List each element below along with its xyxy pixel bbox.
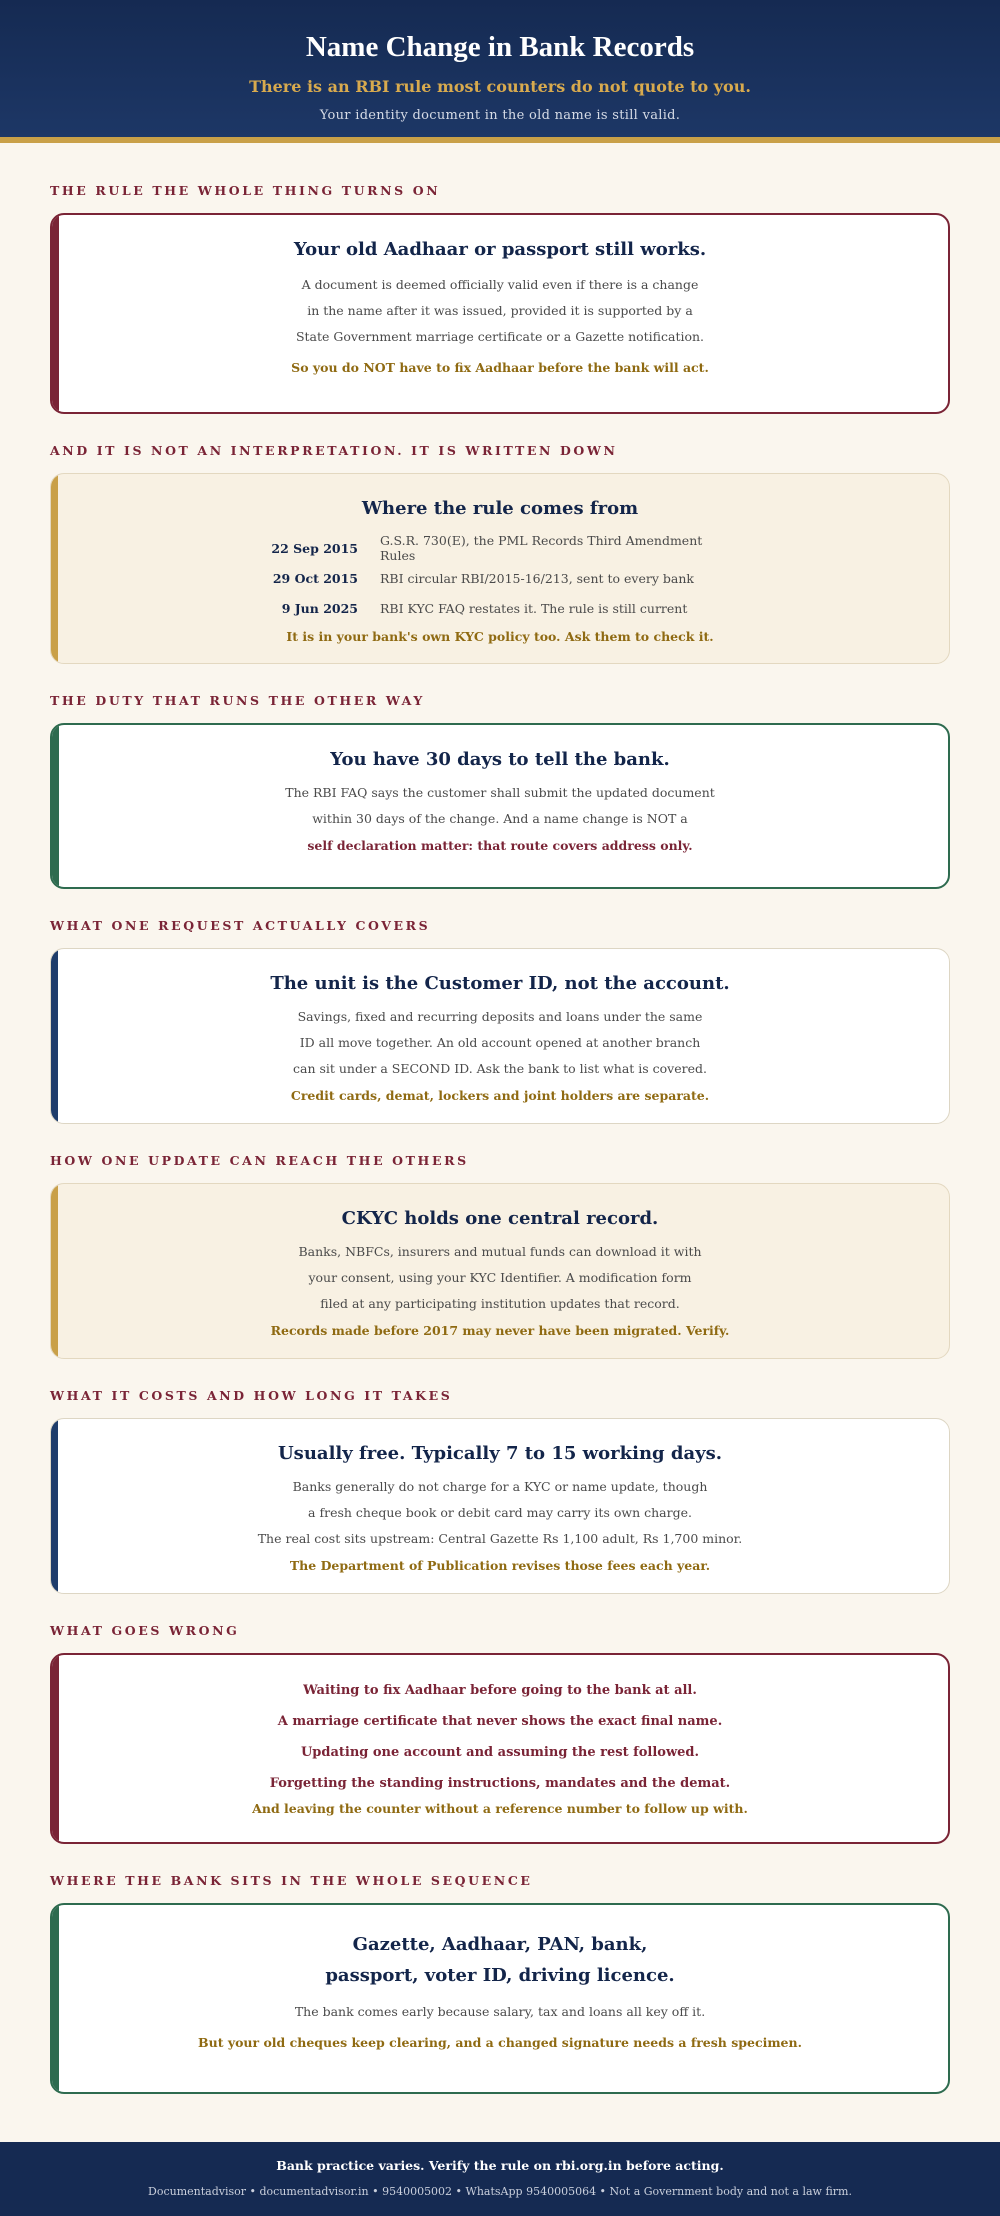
card-accent-bar <box>52 725 59 887</box>
footer-disclaimer: Bank practice varies. Verify the rule on rbi.org.in before acting. <box>276 2158 724 2173</box>
section-label-wrong: WHAT GOES WRONG <box>50 1623 240 1638</box>
card-title: Your old Aadhaar or passport still works. <box>293 239 707 260</box>
card-title: Usually free. Typically 7 to 15 working days. <box>277 1443 722 1464</box>
timeline-row <box>51 563 949 593</box>
card-body-line: Banks, NBFCs, insurers and mutual funds can download it with <box>298 1244 702 1259</box>
section-label-rule: THE RULE THE WHOLE THING TURNS ON <box>50 183 441 198</box>
mistake-item: Waiting to fix Aadhaar before going to the bank at all. <box>303 1683 697 1698</box>
section-label-source: AND IT IS NOT AN INTERPRETATION. IT IS WRITTEN DOWN <box>50 443 618 458</box>
card-body-line: The RBI FAQ says the customer shall submit the updated document <box>285 785 715 800</box>
card-body-line: The real cost sits upstream: Central Gazette Rs 1,100 adult, Rs 1,700 minor. <box>257 1531 743 1546</box>
page-note: Your identity document in the old name is still valid. <box>319 108 681 123</box>
card-accent-bar <box>51 1419 58 1593</box>
timeline-text: RBI KYC FAQ restates it. The rule is still current <box>380 600 688 616</box>
mistake-item: Updating one account and assuming the rest followed. <box>300 1745 700 1760</box>
card-body-line: ID all move together. An old account opened at another branch <box>299 1035 701 1050</box>
timeline-text: G.S.R. 730(E), the PML Records Third Amendment Rules <box>380 533 703 563</box>
card-source <box>50 473 950 664</box>
timeline-row <box>51 533 949 563</box>
card-body-line: filed at any participating institution updates that record. <box>320 1296 680 1311</box>
card-title: The unit is the Customer ID, not the account. <box>270 973 730 994</box>
card-accent-bar <box>52 1655 59 1842</box>
page-subtitle: There is an RBI rule most counters do not quote to you. <box>249 77 751 96</box>
card-rule <box>50 213 950 414</box>
card-title: You have 30 days to tell the bank. <box>330 749 670 770</box>
card-highlight: The Department of Publication revises those fees each year. <box>289 1558 711 1573</box>
footer-contact: Documentadvisor • documentadvisor.in • 9540005002 • WhatsApp 9540005064 • Not a Government body and not a law firm. <box>148 2185 852 2198</box>
card-title-line: Gazette, Aadhaar, PAN, bank, <box>352 1934 648 1955</box>
card-body-line: A document is deemed officially valid even if there is a change <box>301 277 699 292</box>
section-label-ckyc: HOW ONE UPDATE CAN REACH THE OTHERS <box>50 1153 469 1168</box>
section-label-duty: THE DUTY THAT RUNS THE OTHER WAY <box>50 693 425 708</box>
card-wrong <box>50 1653 950 1844</box>
card-ckyc <box>50 1183 950 1359</box>
card-highlight: So you do NOT have to fix Aadhaar before the bank will act. <box>291 360 709 375</box>
card-duty <box>50 723 950 889</box>
timeline-row <box>51 593 949 623</box>
card-accent-bar <box>51 949 58 1123</box>
card-highlight: But your old cheques keep clearing, and a changed signature needs a fresh specimen. <box>198 2035 802 2050</box>
page-footer <box>0 2142 1000 2216</box>
card-covers <box>50 948 950 1124</box>
card-body-line: a fresh cheque book or debit card may carry its own charge. <box>308 1505 692 1520</box>
card-highlight: Credit cards, demat, lockers and joint holders are separate. <box>290 1088 710 1103</box>
page-header <box>0 0 1000 143</box>
section-label-covers: WHAT ONE REQUEST ACTUALLY COVERS <box>50 918 431 933</box>
card-title-line: passport, voter ID, driving licence. <box>325 1965 675 1986</box>
card-body-line: your consent, using your KYC Identifier. A modification form <box>308 1270 692 1285</box>
mistakes-list <box>52 1675 948 1799</box>
card-body-line: Savings, fixed and recurring deposits and loans under the same <box>297 1009 703 1024</box>
card-sequence <box>50 1903 950 2094</box>
card-accent-bar <box>51 474 58 663</box>
card-accent-bar <box>52 215 59 412</box>
card-highlight: It is in your bank's own KYC policy too. Ask them to check it. <box>286 629 714 644</box>
card-body-line: can sit under a SECOND ID. Ask the bank to list what is covered. <box>293 1061 707 1076</box>
card-accent-bar <box>52 1905 59 2092</box>
card-highlight: self declaration matter: that route covers address only. <box>307 838 693 853</box>
page-title: Name Change in Bank Records <box>305 31 695 63</box>
mistake-item: A marriage certificate that never shows the exact final name. <box>277 1714 723 1729</box>
timeline-date: 29 Oct 2015 <box>272 570 358 586</box>
card-costs <box>50 1418 950 1594</box>
mistake-item: Forgetting the standing instructions, mandates and the demat. <box>269 1776 731 1791</box>
timeline-text: RBI circular RBI/2015-16/213, sent to every bank <box>380 570 694 586</box>
card-body-line: in the name after it was issued, provided it is supported by a <box>307 303 693 318</box>
card-body-line: within 30 days of the change. And a name change is NOT a <box>312 811 688 826</box>
card-body-line: State Government marriage certificate or a Gazette notification. <box>295 329 705 344</box>
card-title: Where the rule comes from <box>361 498 639 519</box>
card-body-line: Banks generally do not charge for a KYC or name update, though <box>292 1479 708 1494</box>
card-title: CKYC holds one central record. <box>341 1208 659 1229</box>
card-highlight: And leaving the counter without a reference number to follow up with. <box>252 1801 748 1816</box>
section-label-costs: WHAT IT COSTS AND HOW LONG IT TAKES <box>50 1388 453 1403</box>
section-label-sequence: WHERE THE BANK SITS IN THE WHOLE SEQUENCE <box>50 1873 533 1888</box>
card-body-line: The bank comes early because salary, tax and loans all key off it. <box>294 2004 706 2019</box>
card-highlight: Records made before 2017 may never have been migrated. Verify. <box>270 1323 730 1338</box>
timeline-date: 22 Sep 2015 <box>271 540 358 556</box>
card-accent-bar <box>51 1184 58 1358</box>
timeline-date: 9 Jun 2025 <box>281 600 358 616</box>
timeline <box>51 533 949 623</box>
